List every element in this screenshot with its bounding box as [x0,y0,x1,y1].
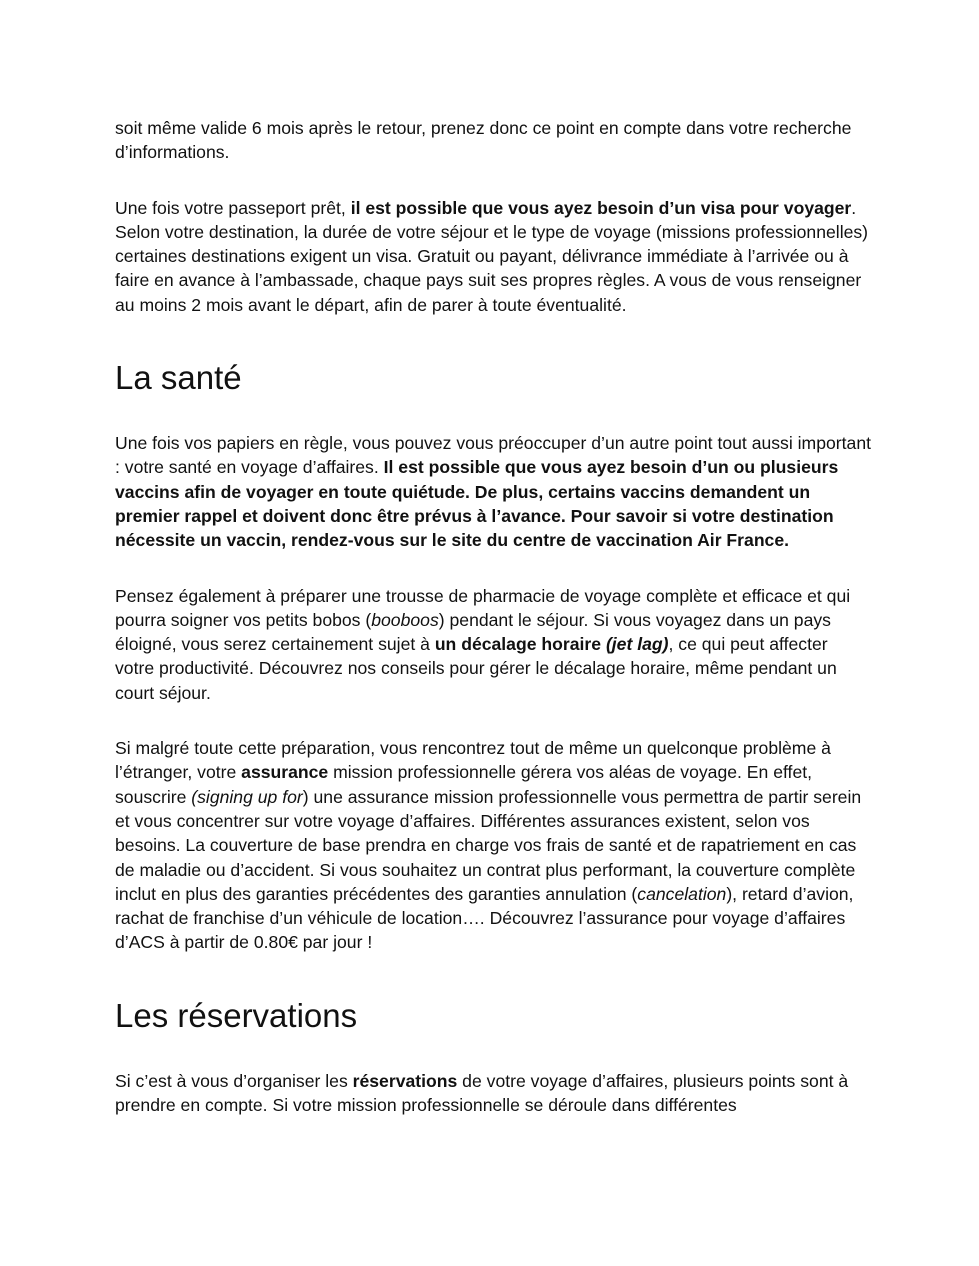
bold-reservations: réservations [352,1070,458,1091]
paragraph-reservations: Si c’est à vous d’organiser les réservations de votre voyage d’affaires, plusieurs points sont à prendre en compte. Si votre mission professionnelle se déroule dans différentes [115,1070,849,1116]
paragraph-pharmacie-decalage: Pensez également à préparer une trousse de pharmacie de voyage complète et efficace et qui pourra soigner vos petits bobos (booboos) pendant le séjour. Si vous voyagez dans un pays éloigné, vous serez certainement sujet à un décalage horaire (jet lag), ce qui peut affecter votre productivité. Découvrez nos conseils pour gérer le décalage horaire, même pendant un court séjour. [115,585,851,703]
bold-assurance: assurance [241,762,329,783]
bold-vaccins-statement: Il est possible que vous ayez besoin d’un ou plusieurs vaccins afin de voyager en toute quiétude. De plus, certains vaccins demandent un premier rappel et doivent donc être prévus à l’avance. Pour savoir si votre destination nécessite un vaccin, rendez-vous sur le site du centre de vaccination Air France. [115,457,839,551]
bold-decalage-horaire: un décalage horaire [434,634,606,655]
bold-italic-jet-lag: (jet lag) [605,634,669,655]
paragraph-visa: Une fois votre passeport prêt, il est possible que vous ayez besoin d’un visa pour voyager. Selon votre destination, la durée de votre séjour et le type de voyage (missions professionnelles) certaines destinations exigent un visa. Gratuit ou payant, délivrance immédiate à l’arrivée ou à faire en avance à l’ambassade, chaque pays suit ses propres règles. A vous de vous renseigner au moins 2 mois avant le départ, afin de parer à toute éventualité. [115,197,869,315]
paragraph-passport-validity: soit même valide 6 mois après le retour, prenez donc ce point en compte dans votre recherche d’informations. [115,118,852,163]
bold-visa-statement: il est possible que vous ayez besoin d’un visa pour voyager [350,197,852,218]
paragraph-assurance: Si malgré toute cette préparation, vous rencontrez tout de même un quelconque problème à l’étranger, votre assurance mission professionnelle gérera vos aléas de voyage. En effet, souscrire (signing up for) une assurance mission professionnelle vous permettra de partir serein et vous concentrer sur votre voyage d’affaires. Différentes assurances existent, selon vos besoins. La couverture de base prendra en charge vos frais de santé et de rapatriement en cas de maladie ou d’accident. Si vous souhaitez un contrat plus performant, la couverture complète inclut en plus des garanties précédentes des garanties annulation (cancelation), retard d’avion, rachat de franchise d’un véhicule de location…. Découvrez l’assurance pour voyage d’affaires d’ACS à partir de 0.80€ par jour ! [115,738,862,953]
paragraph-sante-vaccins: Une fois vos papiers en règle, vous pouvez vous préoccuper d’un autre point tout aussi important : votre santé en voyage d’affaires. Il est possible que vous ayez besoin d’un ou plusieurs vaccins afin de voyager en toute quiétude. De plus, certains vaccins demandent un premier rappel et doivent donc être prévus à l’avance. Pour savoir si votre destination nécessite un vaccin, rendez-vous sur le site du centre de vaccination Air France. [115,433,871,551]
italic-booboos: booboos [371,609,439,630]
italic-cancelation: cancelation [637,883,727,904]
document-page [115,116,871,1117]
heading-sante: La santé [115,359,242,397]
heading-reservations: Les réservations [115,996,358,1034]
italic-signing-up-for: (signing up for [191,786,303,807]
